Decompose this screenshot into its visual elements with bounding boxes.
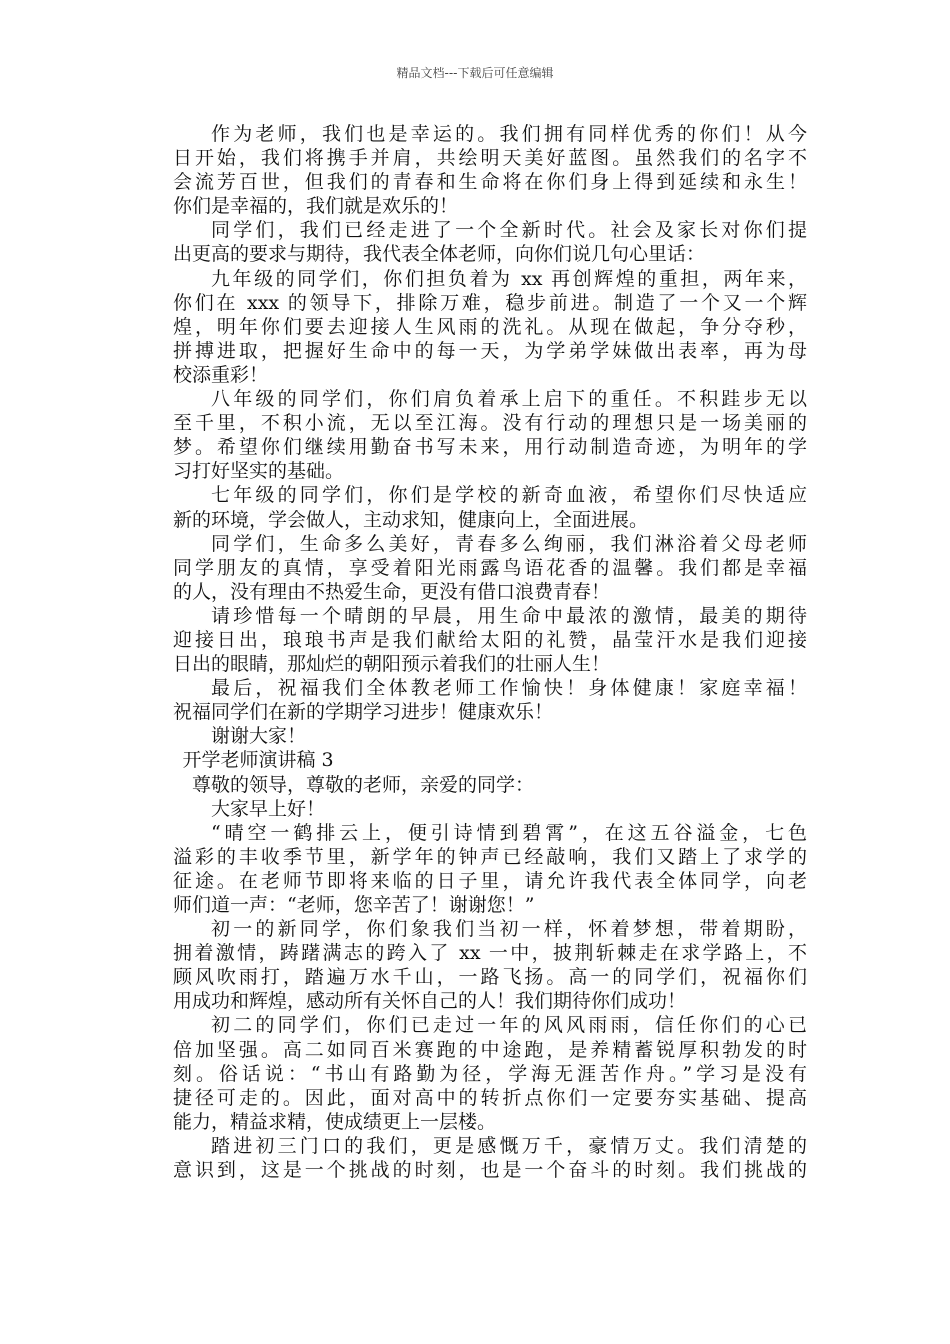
text-line: 最后，祝福我们全体教老师工作愉快！身体健康！家庭幸福！ bbox=[211, 677, 807, 700]
text-line: 溢彩的丰收季节里，新学年的钟声已经敲响，我们又踏上了求学的 bbox=[173, 845, 807, 868]
text-line: 七年级的同学们，你们是学校的新奇血液，希望你们尽快适应 bbox=[211, 484, 807, 507]
text-line: 你们在 xxx 的领导下，排除万难，稳步前进。制造了一个又一个辉 bbox=[173, 291, 807, 314]
text-line: 煌，明年你们要去迎接人生风雨的洗礼。从现在做起，争分夺秒， bbox=[173, 315, 807, 338]
text-line: 祝福同学们在新的学期学习进步！健康欢乐！ bbox=[173, 701, 554, 724]
text-line: 刻。俗话说：“书山有路勤为径，学海无涯苦作舟。”学习是没有 bbox=[173, 1062, 807, 1085]
text-line: 会流芳百世，但我们的青春和生命将在你们身上得到延续和永生！ bbox=[173, 171, 807, 194]
text-line: 尊敬的领导，尊敬的老师，亲爱的同学： bbox=[192, 773, 535, 796]
text-line: 开学老师演讲稿 3 bbox=[182, 749, 334, 772]
text-line: 初一的新同学，你们象我们当初一样，怀着梦想，带着期盼， bbox=[211, 918, 807, 941]
text-line: 谢谢大家！ bbox=[211, 725, 307, 748]
text-line: 初二的同学们，你们已走过一年的风风雨雨，信任你们的心已 bbox=[211, 1014, 807, 1037]
text-line: 习打好坚实的基础。 bbox=[173, 460, 345, 483]
text-line: 拥着激情，踌躇满志的跨入了 xx 一中，披荆斩棘走在求学路上，不 bbox=[173, 942, 807, 965]
text-line: 八年级的同学们，你们肩负着承上启下的重任。不积跬步无以 bbox=[211, 388, 807, 411]
text-line: 作为老师，我们也是幸运的。我们拥有同样优秀的你们！从今 bbox=[211, 123, 807, 145]
page-header: 精品文档---下载后可任意编辑 bbox=[396, 66, 554, 80]
text-line: 拼搏进取，把握好生命中的每一天，为学弟学妹做出表率，再为母 bbox=[173, 339, 807, 362]
text-line: 同学们，生命多么美好，青春多么绚丽，我们淋浴着父母老师 bbox=[211, 532, 807, 555]
text-line: 新的环境，学会做人，主动求知，健康向上，全面进展。 bbox=[173, 508, 649, 531]
text-line: 校添重彩！ bbox=[173, 363, 269, 386]
text-line: 师们道一声：“老师，您辛苦了！谢谢您！” bbox=[173, 894, 535, 916]
text-line: 迎接日出，琅琅书声是我们献给太阳的礼赞，晶莹汗水是我们迎接 bbox=[173, 628, 807, 651]
text-line: “晴空一鹤排云上，便引诗情到碧霄”，在这五谷溢金，七色 bbox=[211, 821, 807, 844]
text-line: 请珍惜每一个晴朗的早晨，用生命中最浓的激情，最美的期待 bbox=[211, 604, 807, 627]
text-line: 用成功和辉煌，感动所有关怀自己的人！我们期待你们成功！ bbox=[173, 990, 687, 1013]
text-line: 至千里，不积小流，无以至江海。没有行动的理想只是一场美丽的 bbox=[173, 412, 807, 435]
text-line: 同学们，我们已经走进了一个全新时代。社会及家长对你们提 bbox=[211, 219, 807, 242]
text-line: 日出的眼睛，那灿烂的朝阳预示着我们的壮丽人生！ bbox=[173, 653, 611, 676]
text-line: 捷径可走的。因此，面对高中的转折点你们一定要夯实基础、提高 bbox=[173, 1086, 807, 1109]
text-line: 倍加坚强。高二如同百米赛跑的中途跑，是养精蓄锐厚积勃发的时 bbox=[173, 1038, 807, 1061]
text-line: 出更高的要求与期待，我代表全体老师，向你们说几句心里话： bbox=[173, 243, 706, 266]
text-line: 意识到，这是一个挑战的时刻，也是一个奋斗的时刻。我们挑战的 bbox=[173, 1159, 807, 1182]
text-line: 日开始，我们将携手并肩，共绘明天美好蓝图。虽然我们的名字不 bbox=[173, 147, 807, 170]
text-line: 能力，精益求精，使成绩更上一层楼。 bbox=[173, 1110, 497, 1133]
text-line: 征途。在老师节即将来临的日子里，请允许我代表全体同学，向老 bbox=[173, 869, 807, 892]
text-line: 大家早上好！ bbox=[211, 797, 326, 820]
text-line: 顾风吹雨打，踏遍万水千山，一路飞扬。高一的同学们，祝福你们 bbox=[173, 966, 807, 989]
text-line: 踏进初三门口的我们，更是感慨万千，豪情万丈。我们清楚的 bbox=[211, 1134, 807, 1157]
text-line: 你们是幸福的，我们就是欢乐的！ bbox=[173, 195, 459, 218]
document-body bbox=[173, 122, 807, 1182]
text-line: 的人，没有理由不热爱生命，更没有借口浪费青春！ bbox=[173, 580, 611, 603]
text-line: 九年级的同学们，你们担负着为 xx 再创辉煌的重担，两年来， bbox=[211, 267, 807, 290]
text-line: 同学朋友的真情，享受着阳光雨露鸟语花香的温馨。我们都是幸福 bbox=[173, 556, 807, 579]
text-line: 梦。希望你们继续用勤奋书写未来，用行动制造奇迹，为明年的学 bbox=[173, 436, 807, 459]
